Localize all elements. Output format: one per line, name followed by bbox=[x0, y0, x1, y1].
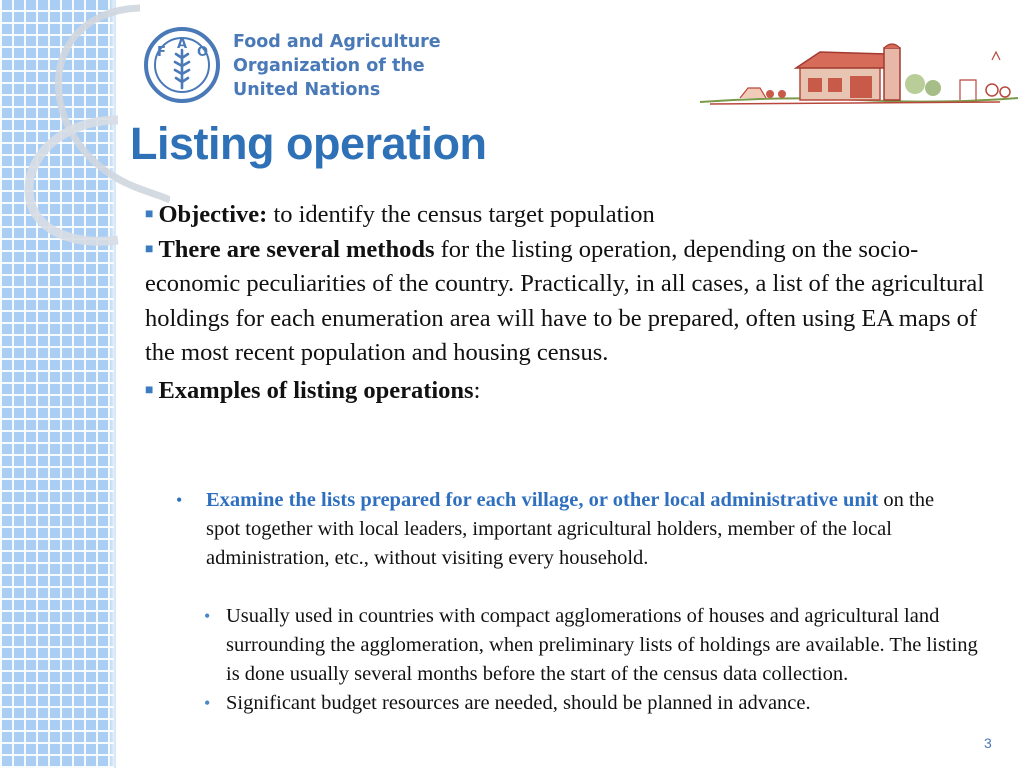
example-text: on the spot together with local leaders, important agricultural holders, member of the local administration, etc., without visiting every household. bbox=[206, 489, 935, 569]
round-bullet-icon: • bbox=[176, 490, 183, 510]
bullet-examples bbox=[145, 374, 995, 409]
list-item-text: Usually used in countries with compact agglomerations of houses and agricultural land surrounding the agglomeration, when preliminary lists of holdings are available. The listing is done usually several months before the start of the census data collection. bbox=[226, 605, 978, 685]
square-bullet-icon: ■ bbox=[145, 382, 154, 398]
fao-logo-icon bbox=[143, 26, 221, 104]
list-item bbox=[204, 602, 984, 689]
examples-label: Examples of listing operations bbox=[158, 376, 474, 404]
main-bullets bbox=[145, 198, 995, 408]
round-bullet-icon: • bbox=[204, 606, 211, 626]
example-details-list bbox=[204, 602, 984, 718]
emblem-letter-f: F bbox=[157, 45, 166, 60]
farm-illustration bbox=[700, 40, 1018, 110]
org-name-line-2: Organization of the bbox=[233, 56, 425, 76]
round-bullet-icon: • bbox=[204, 693, 211, 713]
organization-name bbox=[233, 30, 441, 102]
org-name-line-1: Food and Agriculture bbox=[233, 32, 441, 52]
bullet-methods bbox=[145, 233, 995, 371]
methods-label: There are several methods bbox=[158, 235, 435, 263]
square-bullet-icon: ■ bbox=[145, 241, 154, 257]
list-item bbox=[204, 689, 984, 718]
objective-text: to identify the census target population bbox=[267, 201, 655, 228]
slide-title: Listing operation bbox=[130, 118, 487, 169]
org-name-line-3: United Nations bbox=[233, 80, 381, 100]
example-highlight: Examine the lists prepared for each village, or other local administrative unit bbox=[206, 489, 879, 511]
page-number: 3 bbox=[984, 735, 992, 751]
bullet-objective bbox=[145, 198, 995, 233]
examples-text: : bbox=[473, 376, 481, 404]
objective-label: Objective: bbox=[158, 201, 268, 228]
methods-text: for the listing operation, depending on the socio-economic peculiarities of the country. Practically, in all cases, a list of the agricultural holdings for each enumeration area will have to be prepared, often using EA maps of the most recent population and housing census. bbox=[145, 235, 985, 366]
example-item bbox=[176, 486, 966, 573]
square-bullet-icon: ■ bbox=[145, 207, 154, 222]
emblem-letter-o: O bbox=[197, 45, 209, 60]
list-item-text: Significant budget resources are needed, should be planned in advance. bbox=[226, 692, 811, 714]
emblem-letter-a: A bbox=[177, 37, 188, 52]
